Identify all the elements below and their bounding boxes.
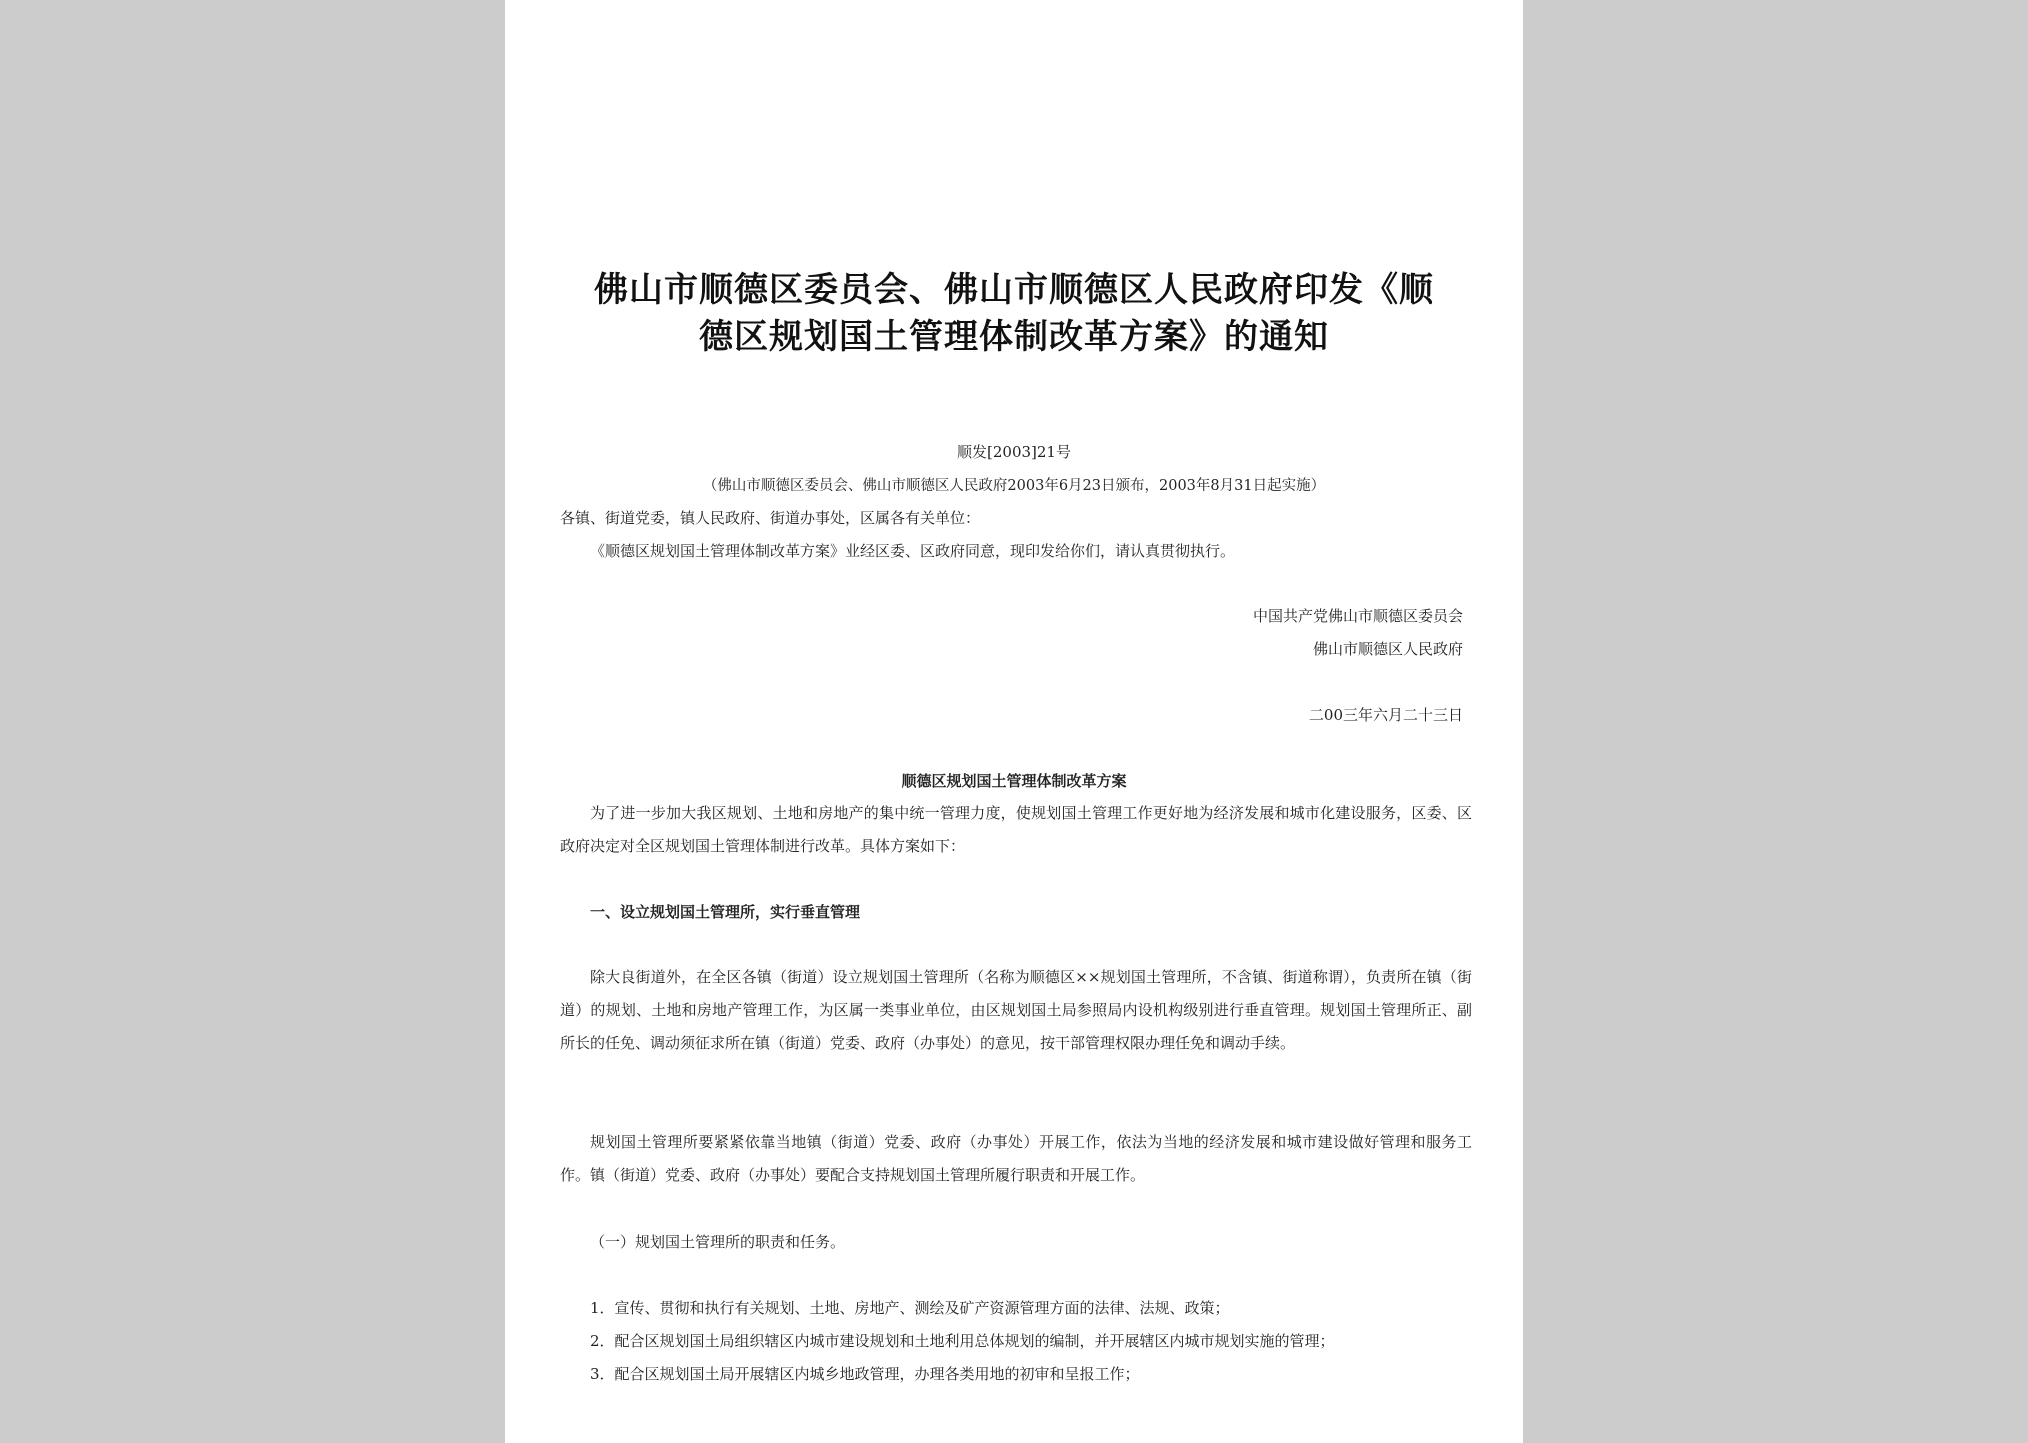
list-item: 3．配合区规划国土局开展辖区内城乡地政管理，办理各类用地的初审和呈报工作； (590, 1365, 1140, 1383)
list-item: 1．宣传、贯彻和执行有关规划、土地、房地产、测绘及矿产资源管理方面的法律、法规、政策； (590, 1299, 1230, 1317)
subsection-1-heading: （一）规划国土管理所的职责和任务。 (590, 1233, 846, 1251)
section-1-heading: 一、设立规划国土管理所，实行垂直管理 (590, 903, 861, 921)
recipients: 各镇、街道党委，镇人民政府、街道办事处，区属各有关单位： (560, 509, 981, 527)
document-page (505, 0, 1523, 1443)
section-1-paragraph-1: 除大良街道外，在全区各镇（街道）设立规划国土管理所（名称为顺德区××规划国土管理所，不含镇、街道称谓），负责所在镇（街道）的规划、土地和房地产管理工作，为区属一类事业单位，由区规划国土局参照局内设机构级别进行垂直管理。规划国土管理所正、副所长的任免、调动须征求所在镇（街道）党委、政府（办事处）的意见，按干部管理权限办理任免和调动手续。 (560, 968, 1472, 1052)
document-number: 顺发[2003]21号 (957, 443, 1071, 461)
plan-title: 顺德区规划国土管理体制改革方案 (901, 772, 1127, 790)
document-title-line-2: 德区规划国土管理体制改革方案》的通知 (699, 317, 1329, 357)
section-1-paragraph-2: 规划国土管理所要紧紧依靠当地镇（街道）党委、政府（办事处）开展工作，依法为当地的经济发展和城市建设做好管理和服务工作。镇（街道）党委、政府（办事处）要配合支持规划国土管理所履行职责和开展工作。 (560, 1133, 1472, 1184)
issue-info: （佛山市顺德区委员会、佛山市顺德区人民政府2003年6月23日颁布，2003年8月31日起实施） (702, 478, 1326, 494)
signer-government: 佛山市顺德区人民政府 (1312, 640, 1463, 658)
notice-body: 《顺德区规划国土管理体制改革方案》业经区委、区政府同意，现印发给你们，请认真贯彻执行。 (590, 542, 1236, 560)
list-item: 2．配合区规划国土局组织辖区内城市建设规划和土地利用总体规划的编制，并开展辖区内城市规划实施的管理； (590, 1332, 1335, 1350)
intro-paragraph: 为了进一步加大我区规划、土地和房地产的集中统一管理力度，使规划国土管理工作更好地为经济发展和城市化建设服务，区委、区政府决定对全区规划国土管理体制进行改革。具体方案如下： (560, 804, 1472, 855)
sign-date: 二00三年六月二十三日 (1308, 706, 1463, 724)
document-title-line-1: 佛山市顺德区委员会、佛山市顺德区人民政府印发《顺 (594, 270, 1434, 310)
signer-party-committee: 中国共产党佛山市顺德区委员会 (1252, 607, 1463, 625)
